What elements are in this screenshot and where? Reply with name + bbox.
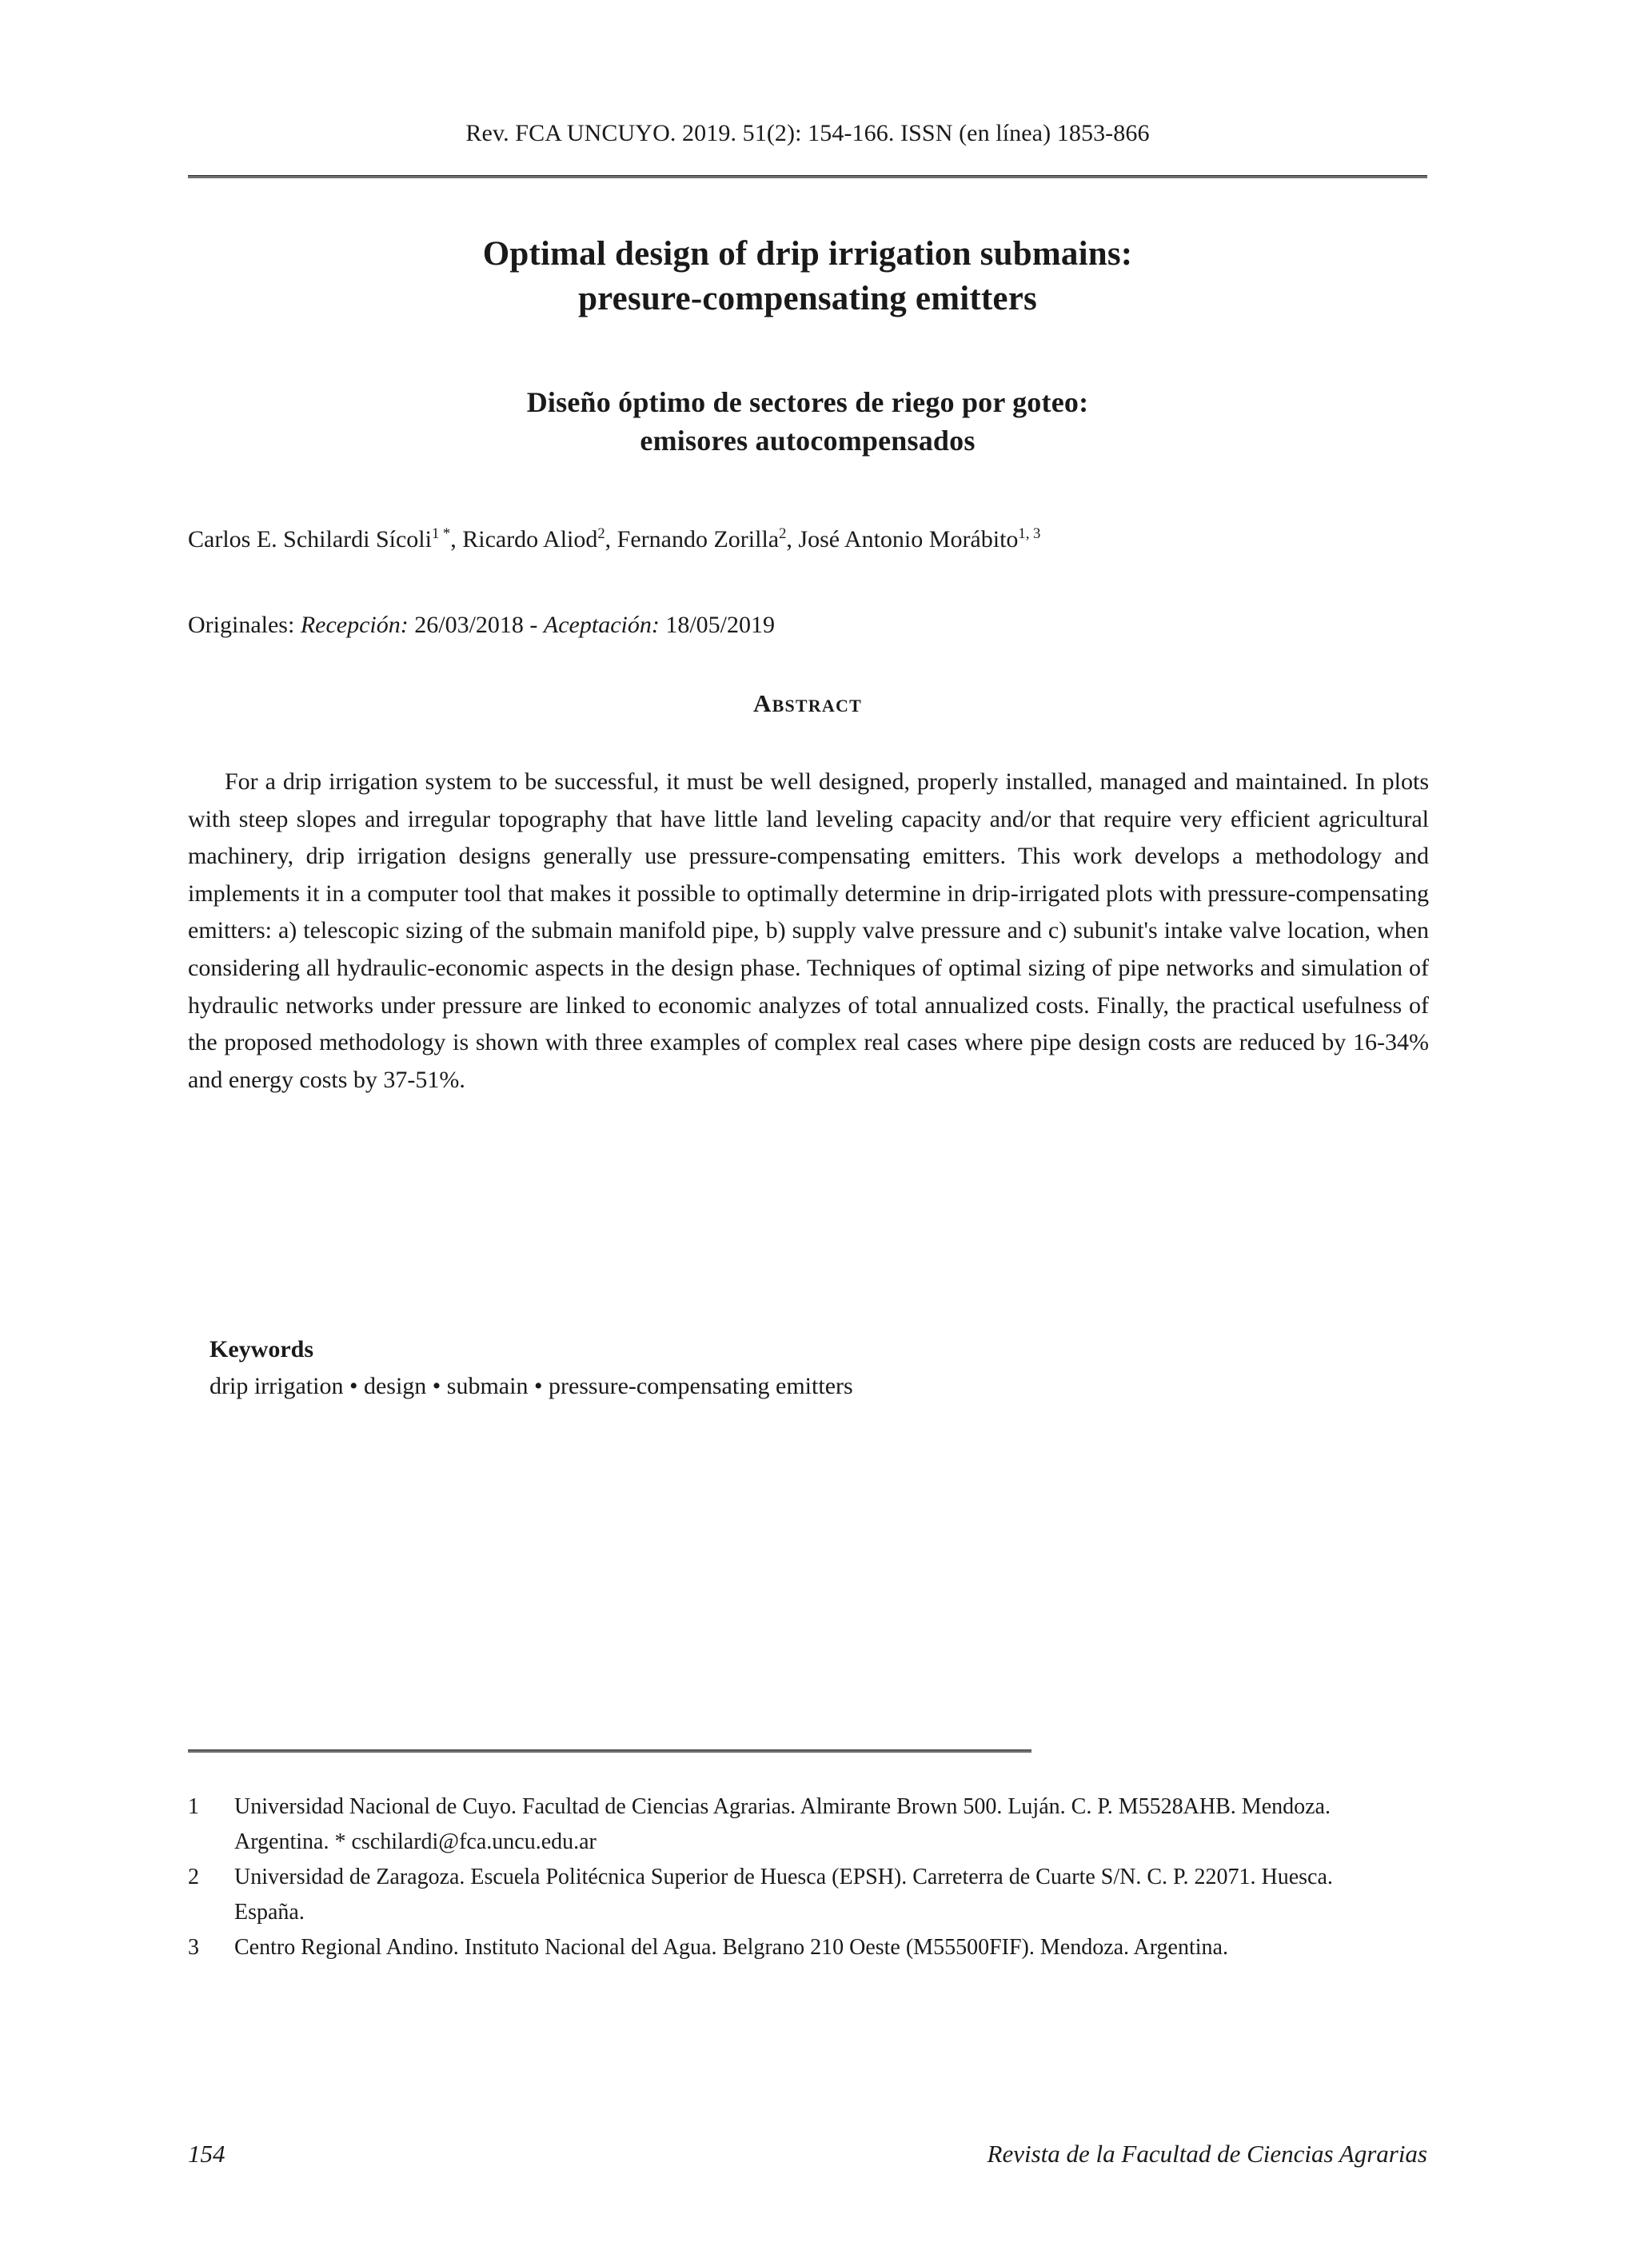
footnote-item <box>188 1789 1403 1860</box>
author-name: Ricardo Aliod <box>462 526 598 553</box>
footnote-list <box>188 1789 1403 1965</box>
footnote-number: 1 <box>188 1794 199 1819</box>
author-list: Carlos E. Schilardi Sícoli$^{1 *}$, Ricardo Aliod$^2$, Fernando Zorilla$^2$, José Antonio Morábito$^{1, 3}$ <box>188 525 1041 553</box>
abstract-body: For a drip irrigation system to be successful, it must be well designed, properly installed, managed and maintained. In plots with steep slopes and irregular topography that have little land leveling capacity and/or that require very efficient agricultural machinery, drip irrigation designs generally use pressure-compensating emitters. This work develops a methodology and implements it in a computer tool that makes it possible to optimally determine in drip-irrigated plots with pressure-compensating emitters: a) telescopic sizing of the submain manifold pipe, b) supply valve pressure and c) subunit's intake valve location, when considering all hydraulic-economic aspects in the design phase. Techniques of optimal sizing of pipe networks and simulation of hydraulic networks under pressure are linked to economic analyzes of total annualized costs. Finally, the practical usefulness of the proposed methodology is shown with three examples of complex real cases where pipe design costs are reduced by 16-34% and energy costs by 37-51%. <box>188 768 1429 1093</box>
footnote-item <box>188 1930 1403 1965</box>
footnote-number: 3 <box>188 1935 199 1960</box>
title-english-line-2: presure-compensating emitters <box>578 279 1037 317</box>
acceptance-label: Aceptación: <box>543 612 660 638</box>
page-title-english <box>188 232 1427 321</box>
reception-label: Recepción: <box>300 612 409 638</box>
author-affiliation-marks: 1, 3 <box>1018 525 1041 542</box>
footnote-text: Universidad Nacional de Cuyo. Facultad de Ciencias Agrarias. Almirante Brown 500. Luján. C. P. M5528AHB. Mendoza. Argentina. * cschilardi@fca.uncu.edu.ar <box>234 1794 1331 1854</box>
page-title-spanish <box>188 384 1427 461</box>
title-english-line-1: Optimal design of drip irrigation submains: <box>482 235 1133 273</box>
author-name: José Antonio Morábito <box>798 526 1019 553</box>
title-spanish-line-2: emisores autocompensados <box>640 424 976 457</box>
reception-date: 26/03/2018 <box>414 612 524 638</box>
keywords-list: drip irrigation • design • submain • pressure-compensating emitters <box>209 1373 853 1399</box>
footnote-text: Universidad de Zaragoza. Escuela Politécnica Superior de Huesca (EPSH). Carreterra de Cuarte S/N. C. P. 22071. Huesca. España. <box>234 1865 1333 1925</box>
footnote-item <box>188 1860 1403 1930</box>
dates-prefix: Originales: <box>188 612 295 638</box>
running-head: Rev. FCA UNCUYO. 2019. 51(2): 154-166. ISSN (en línea) 1853-866 <box>465 120 1150 146</box>
footnote-text: Centro Regional Andino. Instituto Nacional del Agua. Belgrano 210 Oeste (M55500FIF). Mendoza. Argentina. <box>234 1935 1228 1960</box>
dates-separator: - <box>529 612 538 638</box>
acceptance-date: 18/05/2019 <box>665 612 776 638</box>
abstract-heading: Abstract <box>753 689 862 717</box>
page-number: 154 <box>188 2140 225 2168</box>
submission-dates <box>188 609 1427 640</box>
author-affiliation-marks: 2 <box>779 525 787 542</box>
journal-name: Revista de la Facultad de Ciencias Agrarias <box>987 2140 1427 2168</box>
author-name: Carlos E. Schilardi Sícoli <box>188 526 432 553</box>
keywords-label: Keywords <box>209 1336 313 1362</box>
header-divider-rule <box>188 175 1427 178</box>
footnote-divider-rule <box>188 1749 1032 1753</box>
footnote-number: 2 <box>188 1865 199 1889</box>
author-affiliation-marks: 1 * <box>431 525 451 542</box>
keywords-section <box>209 1331 1409 1405</box>
title-spanish-line-1: Diseño óptimo de sectores de riego por goteo: <box>526 386 1089 418</box>
author-name: Fernando Zorilla <box>617 526 780 553</box>
author-affiliation-marks: 2 <box>597 525 605 542</box>
